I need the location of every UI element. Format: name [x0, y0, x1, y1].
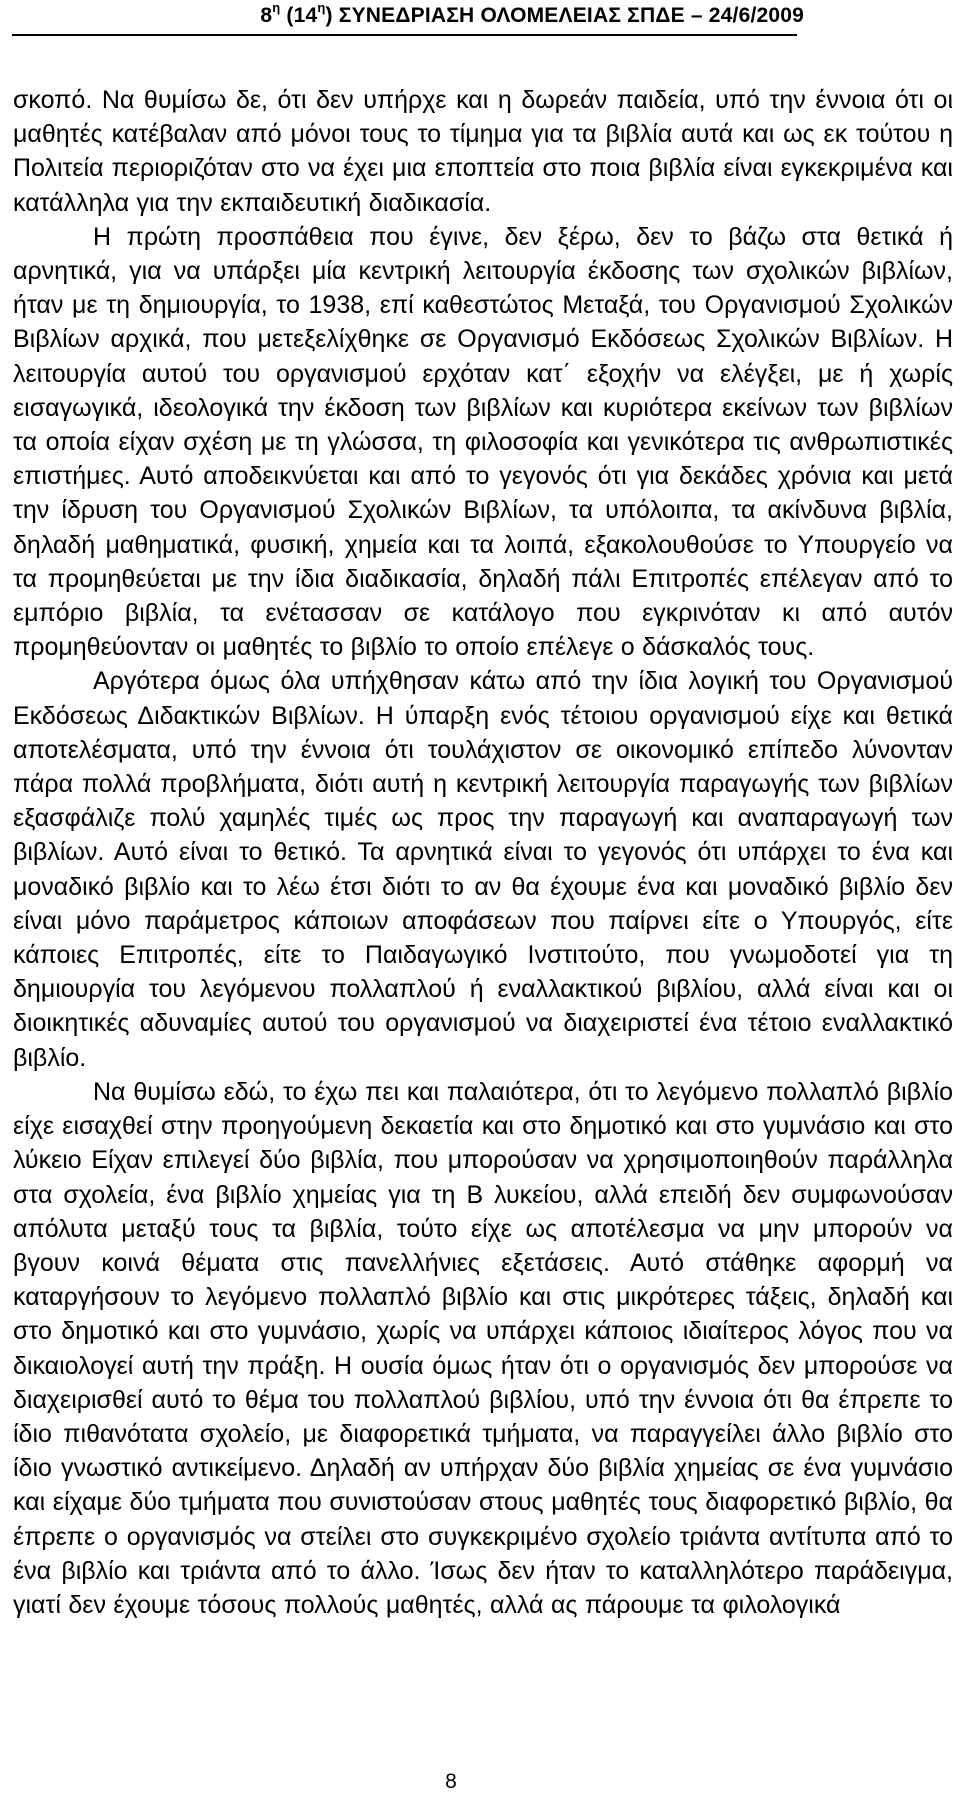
session-title: ) ΣΥΝΕΔΡΙΑΣΗ ΟΛΟΜΕΛΕΙΑΣ ΣΠΔΕ – 24/6/2009 [325, 4, 804, 27]
document-body [13, 83, 953, 1622]
page-header [260, 0, 804, 28]
paragraph: Να θυμίσω εδώ, το έχω πει και παλαιότερα, ότι το λεγόμενο πολλαπλό βιβλίο είχε εισαχθεί στην προηγούμενη δεκαετία και στο δημοτικό και στο γυμνάσιο και στο λύκειο Είχαν επιλεγεί δύο βιβλία, που μπορούσαν να χρησιμοποιηθούν παράλληλα στα σχολεία, ένα βιβλίο χημείας για τη Β λυκείου, αλλά επειδή δεν συμφωνούσαν απόλυτα μεταξύ τους τα βιβλία, τούτο είχε ως αποτέλεσμα να μην μπορούν να βγουν κοινά θέματα στις πανελλήνιες εξετάσεις. Αυτό στάθηκε αφορμή να καταργήσουν το λεγόμενο πολλαπλό βιβλίο και στις μικρότερες τάξεις, δηλαδή και στο δημοτικό και στο γυμνάσιο, χωρίς να υπάρχει κάποιος ιδιαίτερος λόγος που να δικαιολογεί αυτή την πράξη. Η ουσία όμως ήταν ότι ο οργανισμός δεν μπορούσε να διαχειρισθεί αυτό το θέμα του πολλαπλού βιβλίου, υπό την έννοια ότι θα έπρεπε το ίδιο πιθανότατα σχολείο, με διαφορετικά τμήματα, να παραγγείλει άλλο βιβλίο στο ίδιο γνωστικό αντικείμενο. Δηλαδή αν υπήρχαν δύο βιβλία χημείας σε ένα γυμνάσιο και είχαμε δύο τμήματα που συνιστούσαν στους μαθητές τους διαφορετικό βιβλίο, θα έπρεπε ο οργανισμός να στείλει στο συγκεκριμένο σχολείο τριάντα αντίτυπα από το ένα βιβλίο και τριάντα από το άλλο. Ίσως δεν ήταν το καταλληλότερο παράδειγμα, γιατί δεν έχουμε τόσους πολλούς μαθητές, αλλά ας πάρουμε τα φιλολογικά [13, 1077, 953, 1619]
header-rule [12, 34, 797, 36]
page-footer [0, 1770, 960, 1794]
session-number: 8 [260, 4, 273, 27]
paragraph: Η πρώτη προσπάθεια που έγινε, δεν ξέρω, δεν το βάζω στα θετικά ή αρνητικά, για να υπάρξει μία κεντρική λειτουργία έκδοσης των σχολικών βιβλίων, ήταν με τη δημιουργία, το 1938, επί καθεστώτος Μεταξά, του Οργανισμού Σχολικών Βιβλίων αρχικά, που μετεξελίχθηκε σε Οργανισμό Εκδόσεως Σχολικών Βιβλίων. Η λειτουργία αυτού του οργανισμού ερχόταν κατ΄ εξοχήν να ελέγξει, με ή χωρίς εισαγωγικά, ιδεολογικά την έκδοση των βιβλίων και κυριότερα εκείνων των βιβλίων τα οποία είχαν σχέση με τη γλώσσα, τη φιλοσοφία και γενικότερα τις ανθρωπιστικές επιστήμες. Αυτό αποδεικνύεται και από το γεγονός ότι για δεκάδες χρόνια και μετά την ίδρυση του Οργανισμού Σχολικών Βιβλίων, τα υπόλοιπα, τα ακίνδυνα βιβλία, δηλαδή μαθηματικά, φυσική, χημεία και τα λοιπά, εξακολουθούσε το Υπουργείο να τα προμηθεύεται με την ίδια διαδικασία, δηλαδή πάλι Επιτροπές επέλεγαν από το εμπόριο βιβλία, τα ενέτασσαν σε κατάλογο που εγκρινόταν κι από αυτόν προμηθεύονταν οι μαθητές το βιβλίο το οποίο επέλεγε ο δάσκαλός τους. [13, 222, 953, 662]
page-number: 8 [445, 1770, 457, 1793]
paragraph-continuation: σκοπό. Να θυμίσω δε, ότι δεν υπήρχε και η δωρεάν παιδεία, υπό την έννοια ότι οι μαθητές κατέβαλαν από μόνοι τους το τίμημα για τα βιβλία αυτά και ως εκ τούτου η Πολιτεία περιοριζόταν στο να έχει μια εποπτεία στο ποια βιβλία είναι εγκεκριμένα και κατάλληλα για την εκπαιδευτική διαδικασία. [13, 86, 953, 217]
session-superscript-2: η [317, 0, 326, 15]
session-number-paren: (14 [280, 4, 318, 27]
paragraph: Αργότερα όμως όλα υπήχθησαν κάτω από την ίδια λογική του Οργανισμού Εκδόσεως Διδακτικών Βιβλίων. Η ύπαρξη ενός τέτοιου οργανισμού είχε και θετικά αποτελέσματα, υπό την έννοια ότι τουλάχιστον σε οικονομικό επίπεδο λύνονταν πάρα πολλά προβλήματα, διότι αυτή η κεντρική λειτουργία παραγωγής των βιβλίων εξασφάλιζε πολύ χαμηλές τιμές ως προς την παραγωγή και αναπαραγωγή των βιβλίων. Αυτό είναι το θετικό. Τα αρνητικά είναι το γεγονός ότι υπάρχει το ένα και μοναδικό βιβλίο και το λέω έτσι διότι το αν θα έχουμε ένα και μοναδικό βιβλίο δεν είναι μόνο παράμετρος κάποιων αποφάσεων που παίρνει είτε ο Υπουργός, είτε κάποιες Επιτροπές, είτε το Παιδαγωγικό Ινστιτούτο, που γνωμοδοτεί για τη δημιουργία του λεγόμενου πολλαπλού ή εναλλακτικού βιβλίου, αλλά είναι και οι διοικητικές αδυναμίες αυτού του οργανισμού να διαχειριστεί ένα τέτοιο εναλλακτικό βιβλίο. [13, 667, 953, 1072]
session-superscript: η [272, 0, 281, 15]
